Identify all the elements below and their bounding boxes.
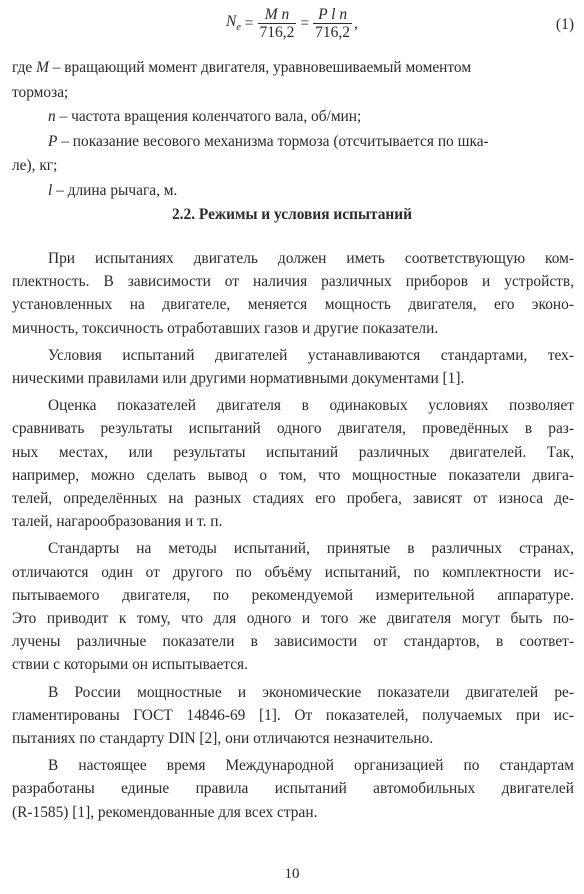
text-line: Условия испытаний двигателей устанавливаются стандартами, тех- [48,346,574,364]
text-line: ных местах, или результаты испытаний различных двигателей. Так, [12,443,574,461]
text-line: В России мощностные и экономические показатели двигателей ре- [48,683,574,701]
definition-symbol: l [48,181,53,199]
text-line: лучены различные показатели в зависимости от стандартов, в соответ- [12,633,574,651]
paragraph [12,681,574,751]
fraction-2-denominator: 716,2 [315,24,351,41]
definition-line [12,179,574,204]
fraction-2-numerator: P l n [318,6,348,23]
text-line: ническими правилами или другими нормативными документами [1]. [12,370,465,388]
definition-text: – показание весового механизма тормоза (отсчитывается по шка- [57,132,489,150]
formula-lhs-symbol: N [226,13,237,31]
section-heading: 2.2. Режимы и условия испытаний [171,206,413,223]
formula-block [0,2,584,48]
page-number: 10 [284,866,300,882]
text-line: отличаются один от другого по объёму испытаний, по комплектности ис- [12,563,574,581]
definition-line [12,154,574,179]
definition-line [12,105,574,130]
definition-text: – вращающий момент двигателя, уравновешиваемый моментом [48,59,472,76]
formula-fraction-2 [313,6,352,41]
text-line: мичность, токсичность отработавших газов и другие показатели. [12,319,439,337]
paragraph [12,344,574,390]
paragraph [12,754,574,824]
definition-line [12,130,574,155]
definition-line [12,56,574,81]
text-line: например, можно сделать вывод о том, что мощностные показатели двига- [12,466,574,484]
formula-definitions [12,56,574,204]
text-line: разработаны единые правила испытаний автомобильных двигателей [12,780,574,798]
definition-line [12,81,574,106]
paragraph [12,247,574,340]
definition-symbol: P [48,132,58,150]
text-line: Стандарты на методы испытаний, принятые в различных странах, [48,540,574,558]
paragraph [12,537,574,676]
definition-text: – частота вращения коленчатого вала, об/мин; [55,108,362,126]
definition-text: тормоза; [12,83,69,101]
formula-number: (1) [555,16,574,33]
body-text [12,247,574,828]
text-line: сравнивать результаты испытаний одного двигателя, проведённых в раз- [12,420,574,438]
text-line: установленных на двигателе, меняется мощность двигателя, его эконо- [12,296,574,314]
formula-fraction-1 [258,6,297,41]
formula-lhs-subscript: e [236,22,241,34]
fraction-1-numerator: M n [264,6,290,23]
formula-expression [226,6,358,41]
formula-comma: , [354,14,358,32]
text-line: пытываемого двигателя, по рекомендуемой измерительной аппаратуре. [12,586,574,604]
text-line: ствии с которыми он испытывается. [12,656,248,674]
text-line: Оценка показателей двигателя в одинаковых условиях позволяет [48,397,574,415]
definition-symbol: n [48,108,56,126]
text-line: В настоящее время Международной организацией по стандартам [48,757,574,775]
text-line: (R-1585) [1], рекомендованные для всех стран. [12,803,318,821]
formula-equals-1: = [244,14,254,32]
definition-text: ле), кг; [12,157,58,175]
definition-symbol: M [36,59,49,76]
paragraph [12,394,574,533]
text-line: плектность. В зависимости от наличия различных приборов и устройств, [12,273,574,291]
text-line: гламентированы ГОСТ 14846-69 [1]. От показателей, получаемых при ис- [12,706,574,724]
text-line: При испытаниях двигатель должен иметь соответствующую ком- [48,250,574,267]
formula-lhs [226,13,241,33]
text-line: талей, нагарообразования и т. п. [12,513,223,531]
text-line: пытаниях по стандарту DIN [2], они отличаются незначительно. [12,730,434,748]
definition-prefix: где [12,59,37,76]
formula-equals-2: = [300,14,310,32]
fraction-1-denominator: 716,2 [259,24,295,41]
text-line: телей, определённых на разных стадиях его пробега, зависят от износа де- [12,490,574,508]
definition-text: – длина рычага, м. [52,181,178,199]
text-line: Это приводит к тому, что для одного и того же двигателя могут быть по- [12,610,574,628]
